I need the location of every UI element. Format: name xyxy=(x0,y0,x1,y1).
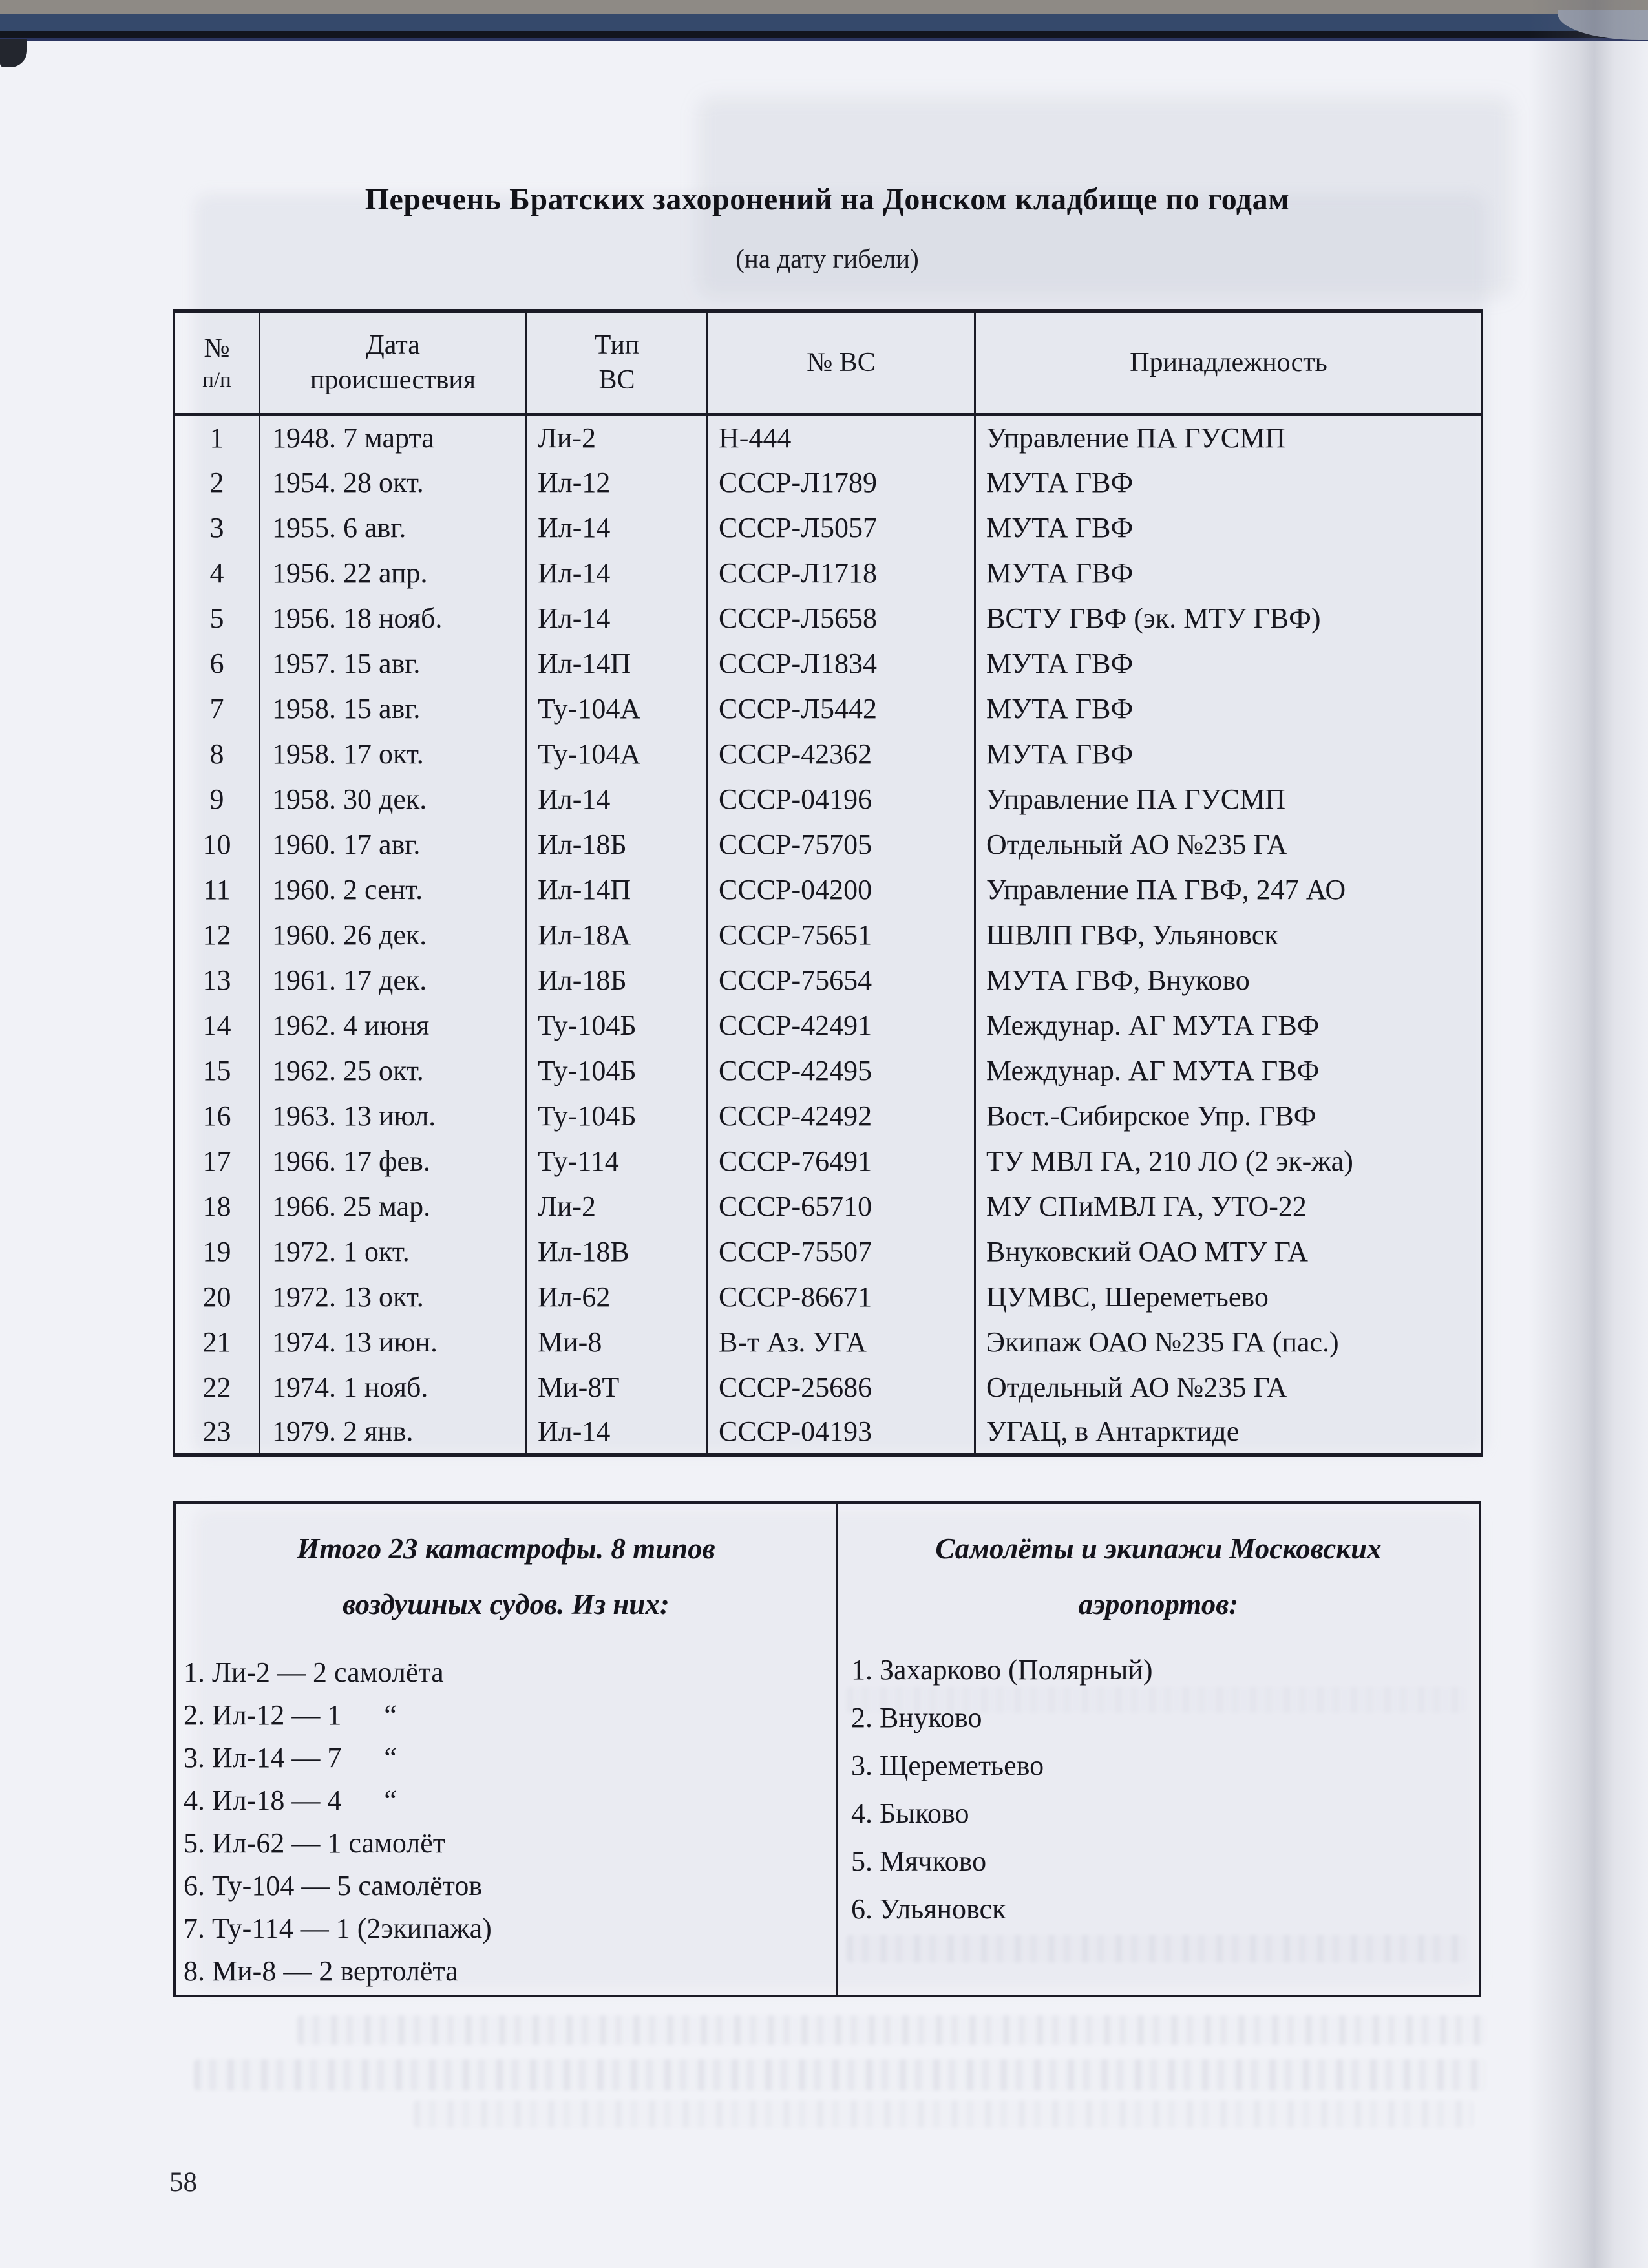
table-cell: Экипаж ОАО №235 ГА (пас.) xyxy=(975,1319,1483,1364)
table-cell: 1958. 15 авг. xyxy=(260,686,527,731)
table-cell: СССР-75705 xyxy=(708,821,975,867)
table-cell: 4 xyxy=(209,556,224,589)
table-cell: Ил-14 xyxy=(527,505,708,550)
table-cell: СССР-42492 xyxy=(708,1093,975,1138)
table-cell: 7 xyxy=(209,692,224,725)
table-cell: 12 xyxy=(202,918,231,951)
table-cell: 18 xyxy=(202,1190,231,1222)
summary-header-line: аэропортов: xyxy=(1078,1588,1239,1620)
list-item: 5. Мячково xyxy=(851,1845,987,1877)
table-cell: ШВЛП ГВФ, Ульяновск xyxy=(975,912,1483,957)
list-item: 2. Внуково xyxy=(851,1702,982,1733)
table-row xyxy=(174,595,1483,641)
book-edge-band-gray xyxy=(0,0,1648,14)
table-body xyxy=(174,414,1483,1455)
table-cell: Ил-14 xyxy=(527,595,708,641)
table-cell: Отдельный АО №235 ГА xyxy=(975,1364,1483,1410)
table-cell: СССР-Л5658 xyxy=(708,595,975,641)
table-cell: 6 xyxy=(209,647,224,679)
table-row xyxy=(174,1274,1483,1319)
table-row xyxy=(174,776,1483,821)
table-cell: 1955. 6 авг. xyxy=(260,505,527,550)
table-cell: 15 xyxy=(202,1054,231,1086)
table-cell: СССР-Л5057 xyxy=(708,505,975,550)
table-cell: 1958. 17 окт. xyxy=(260,731,527,776)
summary-header-airports xyxy=(838,1521,1479,1632)
table-cell: 23 xyxy=(202,1415,231,1447)
table-cell: МУТА ГВФ xyxy=(975,731,1483,776)
table-row xyxy=(174,821,1483,867)
table-cell: 1963. 13 июл. xyxy=(260,1093,527,1138)
table-cell: 1960. 2 сент. xyxy=(260,867,527,912)
table-cell: СССР-04196 xyxy=(708,776,975,821)
table-cell: 1960. 17 авг. xyxy=(260,821,527,867)
table-cell: Ту-104А xyxy=(527,731,708,776)
page-subtitle: (на дату гибели) xyxy=(735,244,919,273)
table-cell: Ми-8 xyxy=(527,1319,708,1364)
table-row xyxy=(174,460,1483,505)
column-header-reg: № ВС xyxy=(708,311,975,414)
table-cell: 1 xyxy=(209,421,224,454)
list-item: 3. Ил-14 — 7 “ xyxy=(184,1742,397,1774)
table-cell: Ил-14 xyxy=(527,776,708,821)
table-cell: Ил-18В xyxy=(527,1229,708,1274)
table-cell: СССР-65710 xyxy=(708,1183,975,1229)
column-header-text: п/п xyxy=(202,368,231,392)
table-cell: 14 xyxy=(202,1009,231,1041)
table-cell: Управление ПА ГВФ, 247 АО xyxy=(975,867,1483,912)
list-item: 1. Ли-2 — 2 самолёта xyxy=(184,1657,444,1688)
table-cell: 1966. 25 мар. xyxy=(260,1183,527,1229)
table-cell: Ми-8Т xyxy=(527,1364,708,1410)
table-cell: СССР-76491 xyxy=(708,1138,975,1183)
table-cell: СССР-04193 xyxy=(708,1410,975,1455)
table-cell: Ил-14П xyxy=(527,867,708,912)
table-cell: Управление ПА ГУСМП xyxy=(975,414,1483,460)
table-cell: МУТА ГВФ xyxy=(975,460,1483,505)
list-item: 3. Щереметьево xyxy=(851,1750,1044,1781)
table-cell: 20 xyxy=(202,1280,231,1313)
table-cell: Ту-104А xyxy=(527,686,708,731)
list-item: 4. Быково xyxy=(851,1797,969,1829)
table-cell: СССР-42362 xyxy=(708,731,975,776)
table-row xyxy=(174,1138,1483,1183)
table-cell: Ту-104Б xyxy=(527,1093,708,1138)
book-edge-notch xyxy=(0,39,27,67)
table-cell: СССР-04200 xyxy=(708,867,975,912)
table-cell: 10 xyxy=(202,828,231,860)
page-title: Перечень Братских захоронений на Донском кладбище по годам xyxy=(364,182,1290,217)
table-cell: 2 xyxy=(209,466,224,498)
column-header-text: Тип xyxy=(594,330,640,361)
table-cell: СССР-75651 xyxy=(708,912,975,957)
column-header-text: ВС xyxy=(598,365,635,396)
table-row xyxy=(174,505,1483,550)
bleed-through-ghost xyxy=(414,2101,1474,2128)
table-cell: СССР-Л1789 xyxy=(708,460,975,505)
table-cell: 19 xyxy=(202,1235,231,1267)
table-header xyxy=(174,311,1483,414)
table-cell: 1966. 17 фев. xyxy=(260,1138,527,1183)
book-edge-band-blue xyxy=(0,14,1648,31)
table-cell: ВСТУ ГВФ (эк. МТУ ГВФ) xyxy=(975,595,1483,641)
table-cell: Междунар. АГ МУТА ГВФ xyxy=(975,1048,1483,1093)
summary-list-left xyxy=(176,1651,836,1993)
table-cell: Ли-2 xyxy=(527,414,708,460)
column-header-num xyxy=(174,311,260,414)
table-cell: 1954. 28 окт. xyxy=(260,460,527,505)
table-cell: 1962. 25 окт. xyxy=(260,1048,527,1093)
table-cell: 1958. 30 дек. xyxy=(260,776,527,821)
column-header-text: Дата xyxy=(366,330,420,361)
table-row xyxy=(174,1319,1483,1364)
summary-header-totals xyxy=(176,1521,836,1632)
table-cell: 11 xyxy=(203,873,231,906)
list-item: 4. Ил-18 — 4 “ xyxy=(184,1785,397,1816)
table-cell: Ил-18Б xyxy=(527,821,708,867)
table-cell: Отдельный АО №235 ГА xyxy=(975,821,1483,867)
list-item: 6. Ту-104 — 5 самолётов xyxy=(184,1870,483,1902)
table-row xyxy=(174,1093,1483,1138)
table-row xyxy=(174,912,1483,957)
table-cell: СССР-Л1834 xyxy=(708,641,975,686)
table-cell: 13 xyxy=(202,964,231,996)
table-cell: 1979. 2 янв. xyxy=(260,1410,527,1455)
table-cell: МУТА ГВФ, Внуково xyxy=(975,957,1483,1002)
table-cell: 1957. 15 авг. xyxy=(260,641,527,686)
table-row xyxy=(174,867,1483,912)
table-cell: СССР-42495 xyxy=(708,1048,975,1093)
table-cell: В-т Аз. УГА xyxy=(708,1319,975,1364)
table-cell: Ту-114 xyxy=(527,1138,708,1183)
bleed-through-ghost xyxy=(297,2015,1486,2045)
table-row xyxy=(174,1183,1483,1229)
summary-header-line: Самолёты и экипажи Московских xyxy=(935,1532,1382,1565)
list-item: 8. Ми-8 — 2 вертолёта xyxy=(184,1955,458,1987)
table-cell: Ил-62 xyxy=(527,1274,708,1319)
table-cell: 16 xyxy=(202,1099,231,1132)
summary-header-line: воздушных судов. Из них: xyxy=(343,1588,670,1620)
table-row xyxy=(174,957,1483,1002)
table-row xyxy=(174,1048,1483,1093)
table-cell: ЦУМВС, Шереметьево xyxy=(975,1274,1483,1319)
page-number: 58 xyxy=(169,2167,197,2198)
table-cell: 21 xyxy=(202,1326,231,1358)
table-cell: УГАЦ, в Антарктиде xyxy=(975,1410,1483,1455)
accidents-table xyxy=(173,309,1483,1457)
table-cell: МУТА ГВФ xyxy=(975,641,1483,686)
table-cell: 1974. 1 нояб. xyxy=(260,1364,527,1410)
table-row xyxy=(174,686,1483,731)
column-header-text: происшествия xyxy=(310,365,476,396)
table-cell: 1974. 13 июн. xyxy=(260,1319,527,1364)
table-cell: ТУ МВЛ ГА, 210 ЛО (2 эк-жа) xyxy=(975,1138,1483,1183)
table-cell: Управление ПА ГУСМП xyxy=(975,776,1483,821)
table-cell: СССР-75654 xyxy=(708,957,975,1002)
table-cell: Междунар. АГ МУТА ГВФ xyxy=(975,1002,1483,1048)
book-edge-band-dark xyxy=(0,31,1648,38)
table-cell: СССР-75507 xyxy=(708,1229,975,1274)
list-item: 7. Ту-114 — 1 (2экипажа) xyxy=(184,1913,492,1944)
table-cell: МУТА ГВФ xyxy=(975,686,1483,731)
summary-cell-airports xyxy=(838,1504,1479,1995)
list-item: 5. Ил-62 — 1 самолёт xyxy=(184,1827,445,1859)
table-header-row xyxy=(174,311,1483,414)
table-cell: МУТА ГВФ xyxy=(975,505,1483,550)
table-cell: 22 xyxy=(202,1371,231,1403)
table-cell: Ту-104Б xyxy=(527,1048,708,1093)
table-cell: СССР-86671 xyxy=(708,1274,975,1319)
table-cell: Ил-14П xyxy=(527,641,708,686)
table-cell: 8 xyxy=(209,737,224,770)
table-row xyxy=(174,1229,1483,1274)
table-cell: Вост.-Сибирское Упр. ГВФ xyxy=(975,1093,1483,1138)
list-item: 1. Захарково (Полярный) xyxy=(851,1654,1153,1686)
table-row xyxy=(174,550,1483,595)
table-cell: МУТА ГВФ xyxy=(975,550,1483,595)
table-row xyxy=(174,1410,1483,1455)
table-cell: 3 xyxy=(209,511,224,544)
column-header-type xyxy=(527,311,708,414)
table-cell: МУ СПиМВЛ ГА, УТО-22 xyxy=(975,1183,1483,1229)
table-cell: 1960. 26 дек. xyxy=(260,912,527,957)
summary-list-right xyxy=(838,1646,1479,1933)
table-cell: 1948. 7 марта xyxy=(260,414,527,460)
table-cell: 1961. 17 дек. xyxy=(260,957,527,1002)
table-cell: 5 xyxy=(209,602,224,634)
table-cell: 1956. 22 апр. xyxy=(260,550,527,595)
column-header-affiliation: Принадлежность xyxy=(975,311,1483,414)
table-row xyxy=(174,1002,1483,1048)
book-edge-band-line xyxy=(0,38,1648,41)
table-cell: 1972. 1 окт. xyxy=(260,1229,527,1274)
table-cell: СССР-Л5442 xyxy=(708,686,975,731)
summary-cell-totals xyxy=(176,1504,838,1995)
table-cell: Н-444 xyxy=(708,414,975,460)
table-cell: СССР-25686 xyxy=(708,1364,975,1410)
column-header-date xyxy=(260,311,527,414)
summary-header-line: Итого 23 катастрофы. 8 типов xyxy=(297,1532,715,1565)
list-item: 2. Ил-12 — 1 “ xyxy=(184,1699,397,1731)
column-header-text: № xyxy=(204,334,230,364)
table-row xyxy=(174,1364,1483,1410)
table-cell: Ли-2 xyxy=(527,1183,708,1229)
table-cell: 1972. 13 окт. xyxy=(260,1274,527,1319)
table-cell: Внуковский ОАО МТУ ГА xyxy=(975,1229,1483,1274)
table-cell: 17 xyxy=(202,1145,231,1177)
table-cell: Ил-18А xyxy=(527,912,708,957)
table-cell: 9 xyxy=(209,783,224,815)
page-curl-shadow xyxy=(1528,0,1648,2268)
bleed-through-ghost xyxy=(194,2059,1486,2090)
table-cell: Ил-12 xyxy=(527,460,708,505)
summary-box xyxy=(173,1501,1481,1997)
table-cell: Ту-104Б xyxy=(527,1002,708,1048)
table-row xyxy=(174,414,1483,460)
table-row xyxy=(174,641,1483,686)
table-cell: Ил-14 xyxy=(527,1410,708,1455)
table-cell: 1962. 4 июня xyxy=(260,1002,527,1048)
table-cell: СССР-42491 xyxy=(708,1002,975,1048)
table-cell: 1956. 18 нояб. xyxy=(260,595,527,641)
table-row xyxy=(174,731,1483,776)
table-cell: СССР-Л1718 xyxy=(708,550,975,595)
table-cell: Ил-18Б xyxy=(527,957,708,1002)
table-cell: Ил-14 xyxy=(527,550,708,595)
list-item: 6. Ульяновск xyxy=(851,1893,1006,1925)
